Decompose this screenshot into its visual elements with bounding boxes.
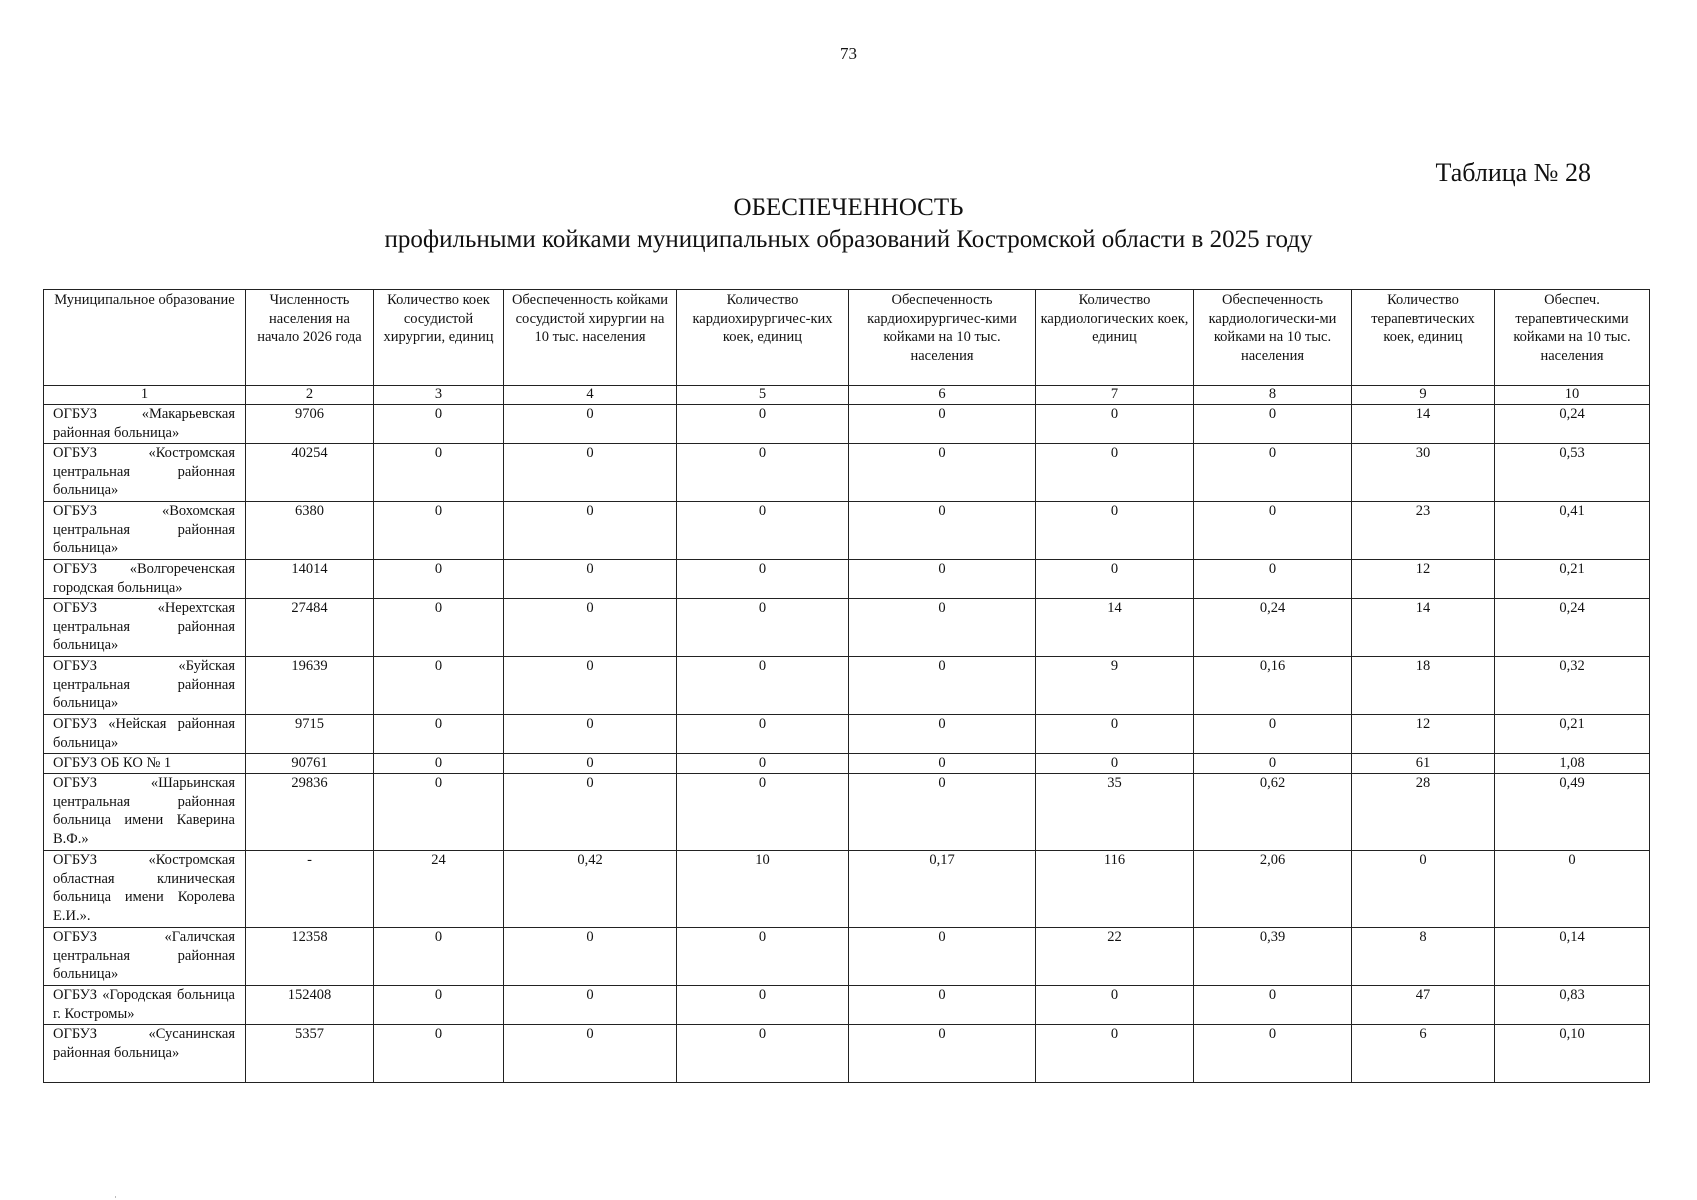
cell-value: 0 xyxy=(1194,560,1352,599)
cell-value: 0 xyxy=(504,1025,677,1083)
cell-value: 30 xyxy=(1352,444,1495,502)
cell-value: 0 xyxy=(1036,405,1194,444)
cell-value: 0,83 xyxy=(1495,986,1650,1025)
cell-value: 0,14 xyxy=(1495,928,1650,986)
column-header: Обеспеч. терапевтическими койками на 10 тыс. населения xyxy=(1495,290,1650,386)
cell-value: 0 xyxy=(1036,986,1194,1025)
cell-value: 0,21 xyxy=(1495,560,1650,599)
table-row xyxy=(44,1025,1650,1083)
table-row xyxy=(44,599,1650,657)
table-row xyxy=(44,986,1650,1025)
cell-value: 0 xyxy=(677,560,849,599)
cell-value: 0,41 xyxy=(1495,502,1650,560)
table-row xyxy=(44,444,1650,502)
table-row xyxy=(44,560,1650,599)
table-row xyxy=(44,405,1650,444)
municipality-name: ОГБУЗ «Костромская областная клиническая больница имени Королева Е.И.». xyxy=(44,851,246,928)
cell-value: 0 xyxy=(504,502,677,560)
column-header: Обеспеченность койками сосудистой хирургии на 10 тыс. населения xyxy=(504,290,677,386)
cell-value: 10 xyxy=(677,851,849,928)
cell-value: 0 xyxy=(849,599,1036,657)
cell-value: 14 xyxy=(1036,599,1194,657)
cell-value: 0 xyxy=(374,560,504,599)
table-row xyxy=(44,754,1650,774)
cell-value: 0 xyxy=(849,405,1036,444)
cell-value: 0 xyxy=(374,502,504,560)
column-header: Количество терапевтических коек, единиц xyxy=(1352,290,1495,386)
cell-value: 0 xyxy=(1194,754,1352,774)
municipality-name: ОГБУЗ «Шарьинская центральная районная больница имени Каверина В.Ф.» xyxy=(44,774,246,851)
cell-value: 12 xyxy=(1352,560,1495,599)
cell-value: 0,17 xyxy=(849,851,1036,928)
cell-value: 0 xyxy=(1194,715,1352,754)
cell-value: 0 xyxy=(677,928,849,986)
column-number: 6 xyxy=(849,386,1036,405)
table-row xyxy=(44,774,1650,851)
cell-value: 0 xyxy=(504,928,677,986)
cell-value: 9715 xyxy=(246,715,374,754)
cell-value: 0 xyxy=(1036,1025,1194,1083)
cell-value: 12358 xyxy=(246,928,374,986)
cell-value: 0,39 xyxy=(1194,928,1352,986)
cell-value: 18 xyxy=(1352,657,1495,715)
cell-value: 0 xyxy=(849,928,1036,986)
cell-value: 0 xyxy=(374,986,504,1025)
municipality-name: ОГБУЗ «Галичская центральная районная больница» xyxy=(44,928,246,986)
cell-value: 47 xyxy=(1352,986,1495,1025)
table-caption: Таблица № 28 xyxy=(1435,158,1591,187)
cell-value: 19639 xyxy=(246,657,374,715)
cell-value: 0 xyxy=(849,715,1036,754)
column-header: Муниципальное образование xyxy=(44,290,246,386)
cell-value: 0 xyxy=(677,444,849,502)
cell-value: 6380 xyxy=(246,502,374,560)
table-row xyxy=(44,928,1650,986)
column-number: 2 xyxy=(246,386,374,405)
cell-value: 0 xyxy=(849,560,1036,599)
cell-value: 35 xyxy=(1036,774,1194,851)
cell-value: 0 xyxy=(504,715,677,754)
municipality-name: ОГБУЗ «Городская больница г. Костромы» xyxy=(44,986,246,1025)
cell-value: 12 xyxy=(1352,715,1495,754)
cell-value: 0 xyxy=(374,754,504,774)
cell-value: 0 xyxy=(1036,715,1194,754)
cell-value: 0 xyxy=(504,599,677,657)
cell-value: 0 xyxy=(849,774,1036,851)
cell-value: 0 xyxy=(849,1025,1036,1083)
cell-value: 14014 xyxy=(246,560,374,599)
municipality-name: ОГБУЗ «Волгореченская городская больница» xyxy=(44,560,246,599)
cell-value: 8 xyxy=(1352,928,1495,986)
cell-value: 0 xyxy=(677,1025,849,1083)
cell-value: 0,42 xyxy=(504,851,677,928)
cell-value: 0 xyxy=(1352,851,1495,928)
cell-value: 0 xyxy=(849,754,1036,774)
cell-value: 0 xyxy=(504,657,677,715)
cell-value: 0 xyxy=(677,405,849,444)
cell-value: 0 xyxy=(504,444,677,502)
cell-value: 0 xyxy=(374,657,504,715)
column-number: 1 xyxy=(44,386,246,405)
column-header: Обеспеченность кардиологически-ми койками на 10 тыс. населения xyxy=(1194,290,1352,386)
cell-value: 0 xyxy=(1036,502,1194,560)
cell-value: 0 xyxy=(1036,444,1194,502)
table-row xyxy=(44,851,1650,928)
column-number: 10 xyxy=(1495,386,1650,405)
cell-value: 0 xyxy=(1194,405,1352,444)
cell-value: 0 xyxy=(374,715,504,754)
cell-value: 0 xyxy=(849,502,1036,560)
table-row xyxy=(44,657,1650,715)
cell-value: 0 xyxy=(504,774,677,851)
municipality-name: ОГБУЗ «Вохомская центральная районная больница» xyxy=(44,502,246,560)
cell-value: 90761 xyxy=(246,754,374,774)
cell-value: 0 xyxy=(1194,986,1352,1025)
cell-value: 0,16 xyxy=(1194,657,1352,715)
cell-value: 152408 xyxy=(246,986,374,1025)
cell-value: 40254 xyxy=(246,444,374,502)
cell-value: 0 xyxy=(374,444,504,502)
municipality-name: ОГБУЗ ОБ КО № 1 xyxy=(44,754,246,774)
header-row xyxy=(44,290,1650,386)
municipality-name: ОГБУЗ «Костромская центральная районная больница» xyxy=(44,444,246,502)
cell-value: 0 xyxy=(1194,444,1352,502)
cell-value: 0 xyxy=(849,444,1036,502)
cell-value: 24 xyxy=(374,851,504,928)
municipality-name: ОГБУЗ «Нерехтская центральная районная больница» xyxy=(44,599,246,657)
cell-value: 2,06 xyxy=(1194,851,1352,928)
cell-value: 27484 xyxy=(246,599,374,657)
cell-value: 0,53 xyxy=(1495,444,1650,502)
cell-value: 0 xyxy=(849,986,1036,1025)
cell-value: 0 xyxy=(677,986,849,1025)
cell-value: 0 xyxy=(1036,754,1194,774)
municipality-name: ОГБУЗ «Сусанинская районная больница» xyxy=(44,1025,246,1083)
cell-value: 0 xyxy=(677,657,849,715)
cell-value: 0 xyxy=(504,560,677,599)
page-number: 73 xyxy=(840,44,857,63)
cell-value: 0,24 xyxy=(1194,599,1352,657)
column-number: 7 xyxy=(1036,386,1194,405)
cell-value: 0 xyxy=(374,774,504,851)
cell-value: 9 xyxy=(1036,657,1194,715)
cell-value: 0 xyxy=(374,599,504,657)
cell-value: 23 xyxy=(1352,502,1495,560)
cell-value: 0,32 xyxy=(1495,657,1650,715)
municipality-name: ОГБУЗ «Нейская районная больница» xyxy=(44,715,246,754)
column-number: 3 xyxy=(374,386,504,405)
column-header: Количество кардиохирургичес-ких коек, единиц xyxy=(677,290,849,386)
scan-artifact xyxy=(115,1196,116,1198)
column-number: 4 xyxy=(504,386,677,405)
cell-value: - xyxy=(246,851,374,928)
cell-value: 116 xyxy=(1036,851,1194,928)
cell-value: 14 xyxy=(1352,405,1495,444)
cell-value: 22 xyxy=(1036,928,1194,986)
cell-value: 9706 xyxy=(246,405,374,444)
cell-value: 29836 xyxy=(246,774,374,851)
table-row xyxy=(44,715,1650,754)
document-title: ОБЕСПЕЧЕННОСТЬ xyxy=(733,194,964,221)
cell-value: 5357 xyxy=(246,1025,374,1083)
cell-value: 0,24 xyxy=(1495,405,1650,444)
cell-value: 0 xyxy=(1036,560,1194,599)
cell-value: 0 xyxy=(677,774,849,851)
cell-value: 14 xyxy=(1352,599,1495,657)
column-number-row xyxy=(44,386,1650,405)
column-number: 8 xyxy=(1194,386,1352,405)
table-row xyxy=(44,502,1650,560)
municipality-name: ОГБУЗ «Макарьевская районная больница» xyxy=(44,405,246,444)
cell-value: 0 xyxy=(374,1025,504,1083)
cell-value: 1,08 xyxy=(1495,754,1650,774)
cell-value: 0 xyxy=(504,405,677,444)
cell-value: 0 xyxy=(677,754,849,774)
column-header: Численность населения на начало 2026 года xyxy=(246,290,374,386)
document-subtitle: профильными койками муниципальных образований Костромской области в 2025 году xyxy=(384,226,1313,253)
cell-value: 6 xyxy=(1352,1025,1495,1083)
cell-value: 0,10 xyxy=(1495,1025,1650,1083)
column-header: Количество коек сосудистой хирургии, единиц xyxy=(374,290,504,386)
column-number: 5 xyxy=(677,386,849,405)
cell-value: 0,21 xyxy=(1495,715,1650,754)
cell-value: 0 xyxy=(374,928,504,986)
cell-value: 28 xyxy=(1352,774,1495,851)
cell-value: 0,24 xyxy=(1495,599,1650,657)
municipality-name: ОГБУЗ «Буйская центральная районная больница» xyxy=(44,657,246,715)
cell-value: 0 xyxy=(374,405,504,444)
cell-value: 0,62 xyxy=(1194,774,1352,851)
cell-value: 61 xyxy=(1352,754,1495,774)
column-number: 9 xyxy=(1352,386,1495,405)
cell-value: 0 xyxy=(504,754,677,774)
beds-provision-table xyxy=(43,289,1650,1083)
cell-value: 0 xyxy=(1194,1025,1352,1083)
cell-value: 0 xyxy=(1495,851,1650,928)
cell-value: 0 xyxy=(677,599,849,657)
cell-value: 0 xyxy=(677,715,849,754)
cell-value: 0 xyxy=(849,657,1036,715)
cell-value: 0 xyxy=(677,502,849,560)
column-header: Обеспеченность кардиохирургичес-кими койками на 10 тыс. населения xyxy=(849,290,1036,386)
column-header: Количество кардиологических коек, единиц xyxy=(1036,290,1194,386)
cell-value: 0,49 xyxy=(1495,774,1650,851)
cell-value: 0 xyxy=(504,986,677,1025)
cell-value: 0 xyxy=(1194,502,1352,560)
